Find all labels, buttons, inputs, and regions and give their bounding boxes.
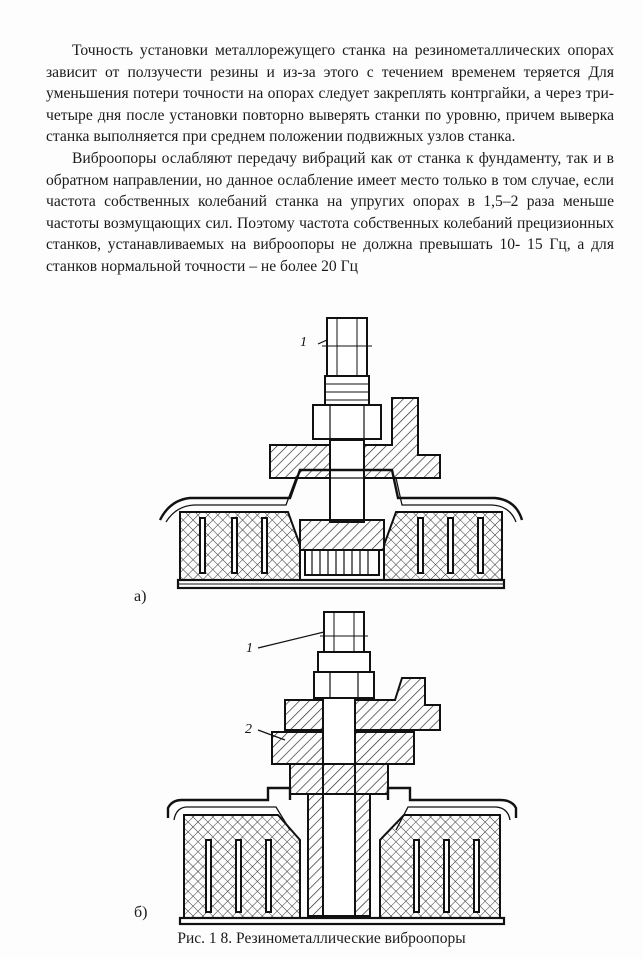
mount-b <box>168 612 516 924</box>
mount-a <box>160 318 522 588</box>
figure-caption: Рис. 1 8. Резинометаллические виброопоры <box>177 930 466 947</box>
paragraph-1: Точность установки металлорежущего станка на резинометаллических опорах зависит от ползучести резины и из-за этого с течением временем теряется Для уменьшения потери точности на опорах следует закреплять контргайки, а через три-четыре дня после установки повторно выверять станки по уровню, причем выверка станка выполняется при среднем положении подвижных узлов станка. <box>46 42 614 146</box>
figure-label-a: а) <box>134 588 147 605</box>
callout-1-bottom: 1 <box>246 641 253 656</box>
callout-2: 2 <box>245 722 252 737</box>
callout-1-top: 1 <box>300 335 307 350</box>
paragraph-2: Виброопоры ослабляют передачу вибраций как от станка к фундаменту, так и в обратном направлении, но данное ослабление имеет место только в том случае, если частота собственных колебаний станка на упругих опорах в 1,5–2 раза меньше частоты возмущающих сил. Поэтому частота собственных колебаний прецизионных станков, устанавливаемых на виброопоры не должна превышать 10- 15 Гц, а для станков нормальной точности – не более 20 Гц <box>46 149 614 275</box>
figure-label-b: б) <box>134 904 148 921</box>
